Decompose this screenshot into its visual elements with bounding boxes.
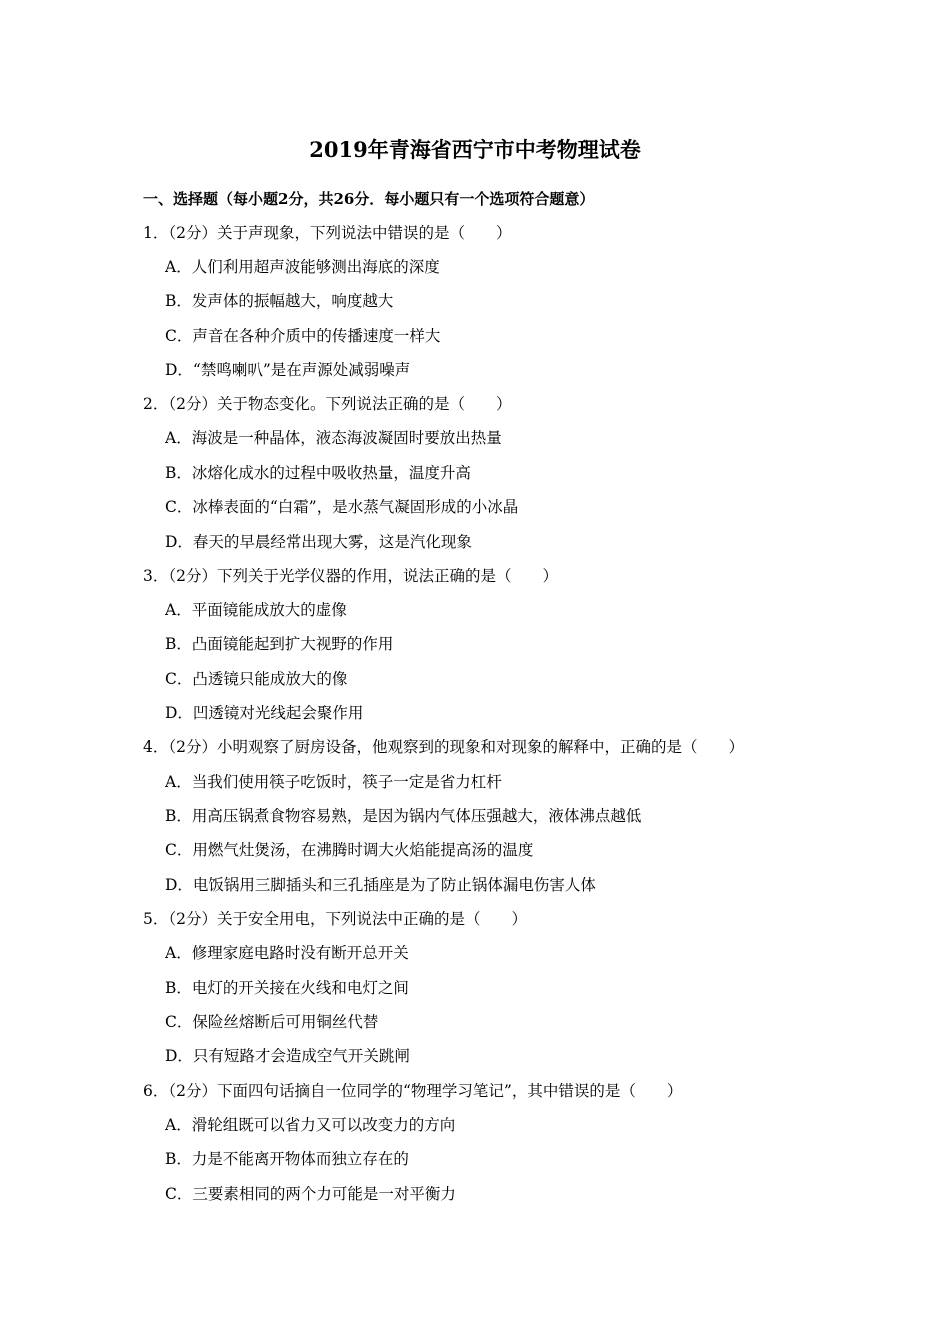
question-3-option-b: B．凸面镜能起到扩大视野的作用 xyxy=(165,635,394,653)
question-6-option-a: A．滑轮组既可以省力又可以改变力的方向 xyxy=(165,1116,456,1134)
question-3-option-a: A．平面镜能成放大的虚像 xyxy=(165,601,347,619)
question-1-option-b: B．发声体的振幅越大，响度越大 xyxy=(165,292,394,310)
question-4-option-c: C．用燃气灶煲汤，在沸腾时调大火焰能提高汤的温度 xyxy=(165,841,534,859)
question-1-option-a: A．人们利用超声波能够测出海底的深度 xyxy=(165,258,440,276)
question-4-option-a: A．当我们使用筷子吃饭时，筷子一定是省力杠杆 xyxy=(165,773,502,791)
question-4-stem: 4．（2分）小明观察了厨房设备，他观察到的现象和对现象的解释中，正确的是（ ） xyxy=(143,738,744,756)
question-1-option-d: D．“禁鸣喇叭”是在声源处减弱噪声 xyxy=(165,361,411,379)
question-5-option-b: B．电灯的开关接在火线和电灯之间 xyxy=(165,979,409,997)
question-4-option-d: D．电饭锅用三脚插头和三孔插座是为了防止锅体漏电伤害人体 xyxy=(165,876,596,894)
question-1-option-c: C．声音在各种介质中的传播速度一样大 xyxy=(165,327,441,345)
question-3-stem: 3．（2分）下列关于光学仪器的作用，说法正确的是（ ） xyxy=(143,567,558,585)
question-2-option-a: A．海波是一种晶体，液态海波凝固时要放出热量 xyxy=(165,429,502,447)
question-5-option-d: D．只有短路才会造成空气开关跳闸 xyxy=(165,1047,410,1065)
exam-title: 2019年青海省西宁市中考物理试卷 xyxy=(309,137,641,162)
question-3-option-d: D．凹透镜对光线起会聚作用 xyxy=(165,704,364,722)
question-2-option-b: B．冰熔化成水的过程中吸收热量，温度升高 xyxy=(165,464,471,482)
question-6-option-b: B．力是不能离开物体而独立存在的 xyxy=(165,1150,409,1168)
question-5-option-a: A．修理家庭电路时没有断开总开关 xyxy=(165,944,409,962)
section-heading: 一、选择题（每小题2分，共26分．每小题只有一个选项符合题意） xyxy=(143,190,595,208)
question-5-option-c: C．保险丝熔断后可用铜丝代替 xyxy=(165,1013,379,1031)
question-6-option-c: C．三要素相同的两个力可能是一对平衡力 xyxy=(165,1185,456,1203)
question-2-option-d: D．春天的早晨经常出现大雾，这是汽化现象 xyxy=(165,533,472,551)
question-6-stem: 6．（2分）下面四句话摘自一位同学的“物理学习笔记”，其中错误的是（ ） xyxy=(143,1082,683,1100)
question-4-option-b: B．用高压锅煮食物容易熟，是因为锅内气体压强越大，液体沸点越低 xyxy=(165,807,642,825)
question-5-stem: 5．（2分）关于安全用电，下列说法中正确的是（ ） xyxy=(143,910,527,928)
question-2-option-c: C．冰棒表面的“白霜”，是水蒸气凝固形成的小冰晶 xyxy=(165,498,519,516)
question-1-stem: 1．（2分）关于声现象，下列说法中错误的是（ ） xyxy=(143,224,512,242)
question-3-option-c: C．凸透镜只能成放大的像 xyxy=(165,670,348,688)
question-2-stem: 2．（2分）关于物态变化。下列说法正确的是（ ） xyxy=(143,395,512,413)
